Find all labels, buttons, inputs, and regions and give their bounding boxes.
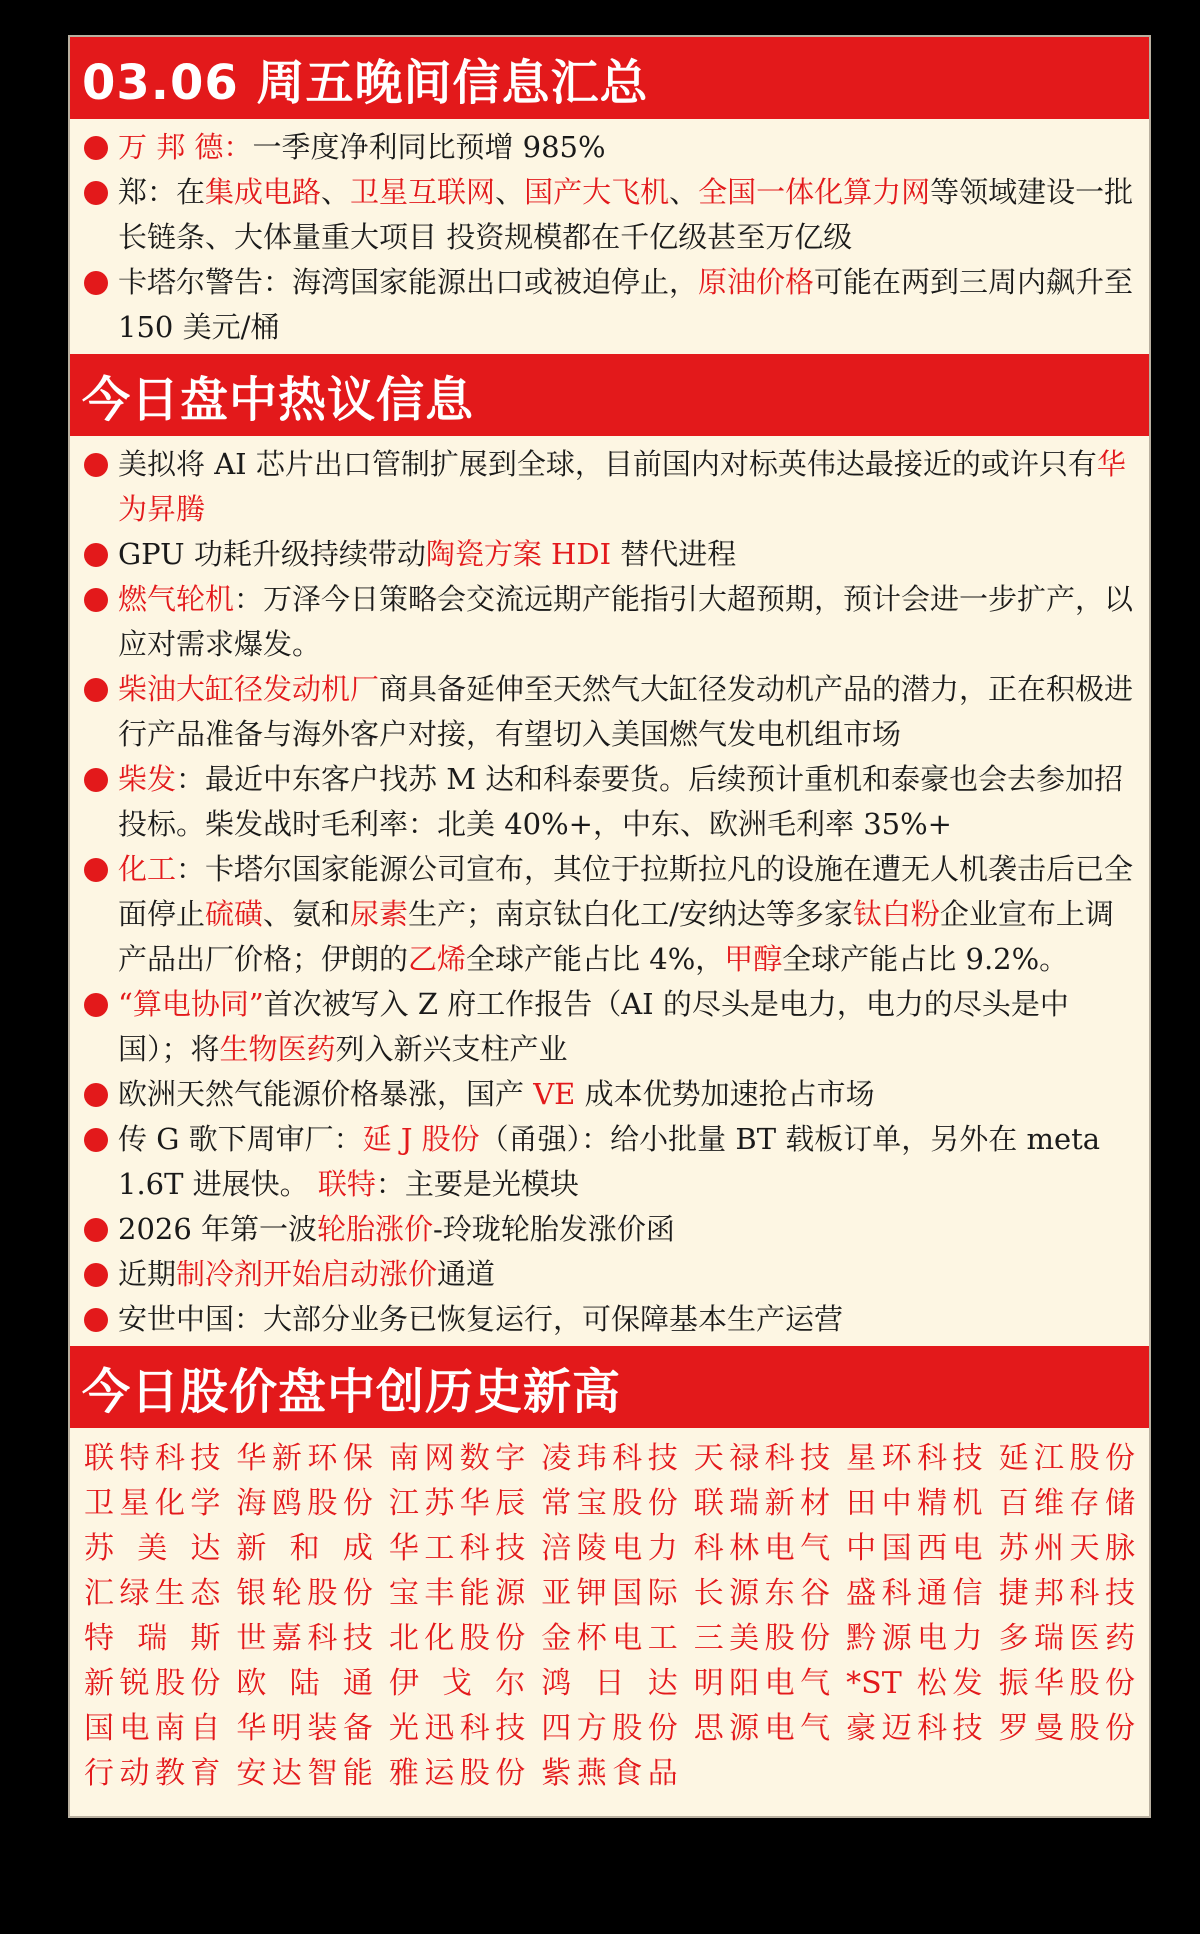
- news-item: [84, 260, 1139, 350]
- stock-name: 华新环保: [236, 1441, 373, 1476]
- news-item: [84, 442, 1139, 532]
- highlight-text: 卫星互联网: [350, 175, 496, 209]
- item-text: 全球产能占比 9.2%。: [782, 942, 1069, 976]
- highlight-text: VE: [533, 1077, 576, 1111]
- item-text: 可能在两到三周内飙升至 150 美元/桶: [118, 265, 1134, 344]
- highlight-text: 乙烯: [408, 942, 467, 976]
- red-dot-bullet-icon: [84, 1263, 108, 1287]
- stock-name: 四方股份: [541, 1711, 678, 1746]
- section-body: [70, 436, 1149, 1346]
- red-dot-bullet-icon: [84, 993, 108, 1017]
- item-text: 2026 年第一波: [118, 1212, 318, 1246]
- item-text: 、氨和: [263, 897, 351, 931]
- stock-name: 苏美达: [84, 1531, 221, 1566]
- news-item: [84, 577, 1139, 667]
- bottom-bar: [0, 1818, 1200, 1934]
- stock-name: 行动教育: [84, 1756, 221, 1791]
- stock-name: 田中精机: [846, 1486, 983, 1521]
- red-dot-bullet-icon: [84, 858, 108, 882]
- item-text: ：卡塔尔国家能源公司宣布，其位于拉斯拉凡的设施在遭无人机袭击后已全面停止: [118, 852, 1134, 931]
- item-text: 欧洲天然气能源价格暴涨，国产: [118, 1077, 534, 1111]
- news-item: [84, 667, 1139, 757]
- item-text: 卡塔尔警告：海湾国家能源出口或被迫停止，: [118, 265, 699, 299]
- highlight-text: 轮胎涨价: [317, 1212, 434, 1246]
- news-item: [84, 1207, 1139, 1252]
- red-dot-bullet-icon: [84, 768, 108, 792]
- stock-name: 欧陆通: [236, 1666, 373, 1701]
- stock-name: 盛科通信: [846, 1576, 983, 1611]
- highlight-text: 尿素: [350, 897, 409, 931]
- highlight-text: 柴油大缸径发动机厂: [118, 672, 380, 706]
- item-text: 近期: [118, 1257, 177, 1291]
- stock-name: 百维存储: [998, 1486, 1135, 1521]
- stock-name: 联特科技: [84, 1441, 221, 1476]
- highlight-text: 柴发: [118, 762, 177, 796]
- stock-name: 华明装备: [236, 1711, 373, 1746]
- highlight-text: 陶瓷方案 HDI: [425, 537, 612, 571]
- red-dot-bullet-icon: [84, 181, 108, 205]
- item-text: 一季度净利同比预增 985%: [252, 130, 606, 164]
- news-item: [84, 1072, 1139, 1117]
- item-text: 替代进程: [611, 537, 737, 571]
- highlight-text: 国产大飞机: [524, 175, 670, 209]
- stock-name: 北化股份: [388, 1621, 526, 1656]
- highlight-text: 联特: [317, 1167, 376, 1201]
- red-dot-bullet-icon: [84, 1128, 108, 1152]
- stock-name: 雅运股份: [388, 1756, 526, 1791]
- section-header: 今日盘中热议信息: [70, 354, 1149, 436]
- highlight-text: 全国一体化算力网: [698, 175, 931, 209]
- highlight-text: 硫磺: [205, 897, 264, 931]
- stock-name: 宝丰能源: [388, 1576, 526, 1611]
- highlight-text: 化工: [118, 852, 177, 886]
- stock-name: *ST 松发: [846, 1666, 983, 1701]
- stock-name: 振华股份: [998, 1666, 1135, 1701]
- stock-name: 天禄科技: [693, 1441, 831, 1476]
- stock-name: 安达智能: [236, 1756, 373, 1791]
- item-text: 美拟将 AI 芯片出口管制扩展到全球，目前国内对标英伟达最接近的或许只有: [118, 447, 1097, 481]
- section-header: 03.06 周五晚间信息汇总: [70, 37, 1149, 119]
- stock-name: 明阳电气: [693, 1666, 831, 1701]
- item-text: 安世中国：大部分业务已恢复运行，可保障基本生产运营: [118, 1302, 844, 1336]
- stock-name: 光迅科技: [388, 1711, 526, 1746]
- highlight-text: 华为昇腾: [118, 447, 1126, 526]
- highlight-text: 原油价格: [698, 265, 815, 299]
- item-text: 首次被写入 Z 府工作报告（AI 的尽头是电力，电力的尽头是中国）；将: [118, 987, 1069, 1066]
- stock-grid: [70, 1428, 1149, 1802]
- stock-name: 罗曼股份: [998, 1711, 1135, 1746]
- item-text: 列入新兴支柱产业: [335, 1032, 568, 1066]
- news-item: [84, 170, 1139, 260]
- stock-name: 豪迈科技: [846, 1711, 983, 1746]
- stock-name: 捷邦科技: [998, 1576, 1135, 1611]
- stock-name: 汇绿生态: [84, 1576, 221, 1611]
- highlight-text: 生物医药: [219, 1032, 336, 1066]
- stock-name: 凌玮科技: [541, 1441, 678, 1476]
- stock-name: 江苏华辰: [388, 1486, 526, 1521]
- stock-name: 银轮股份: [236, 1576, 373, 1611]
- stock-name: 联瑞新材: [693, 1486, 831, 1521]
- item-text: GPU 功耗升级持续带动: [118, 537, 426, 571]
- red-dot-bullet-icon: [84, 1308, 108, 1332]
- stock-name: 亚钾国际: [541, 1576, 678, 1611]
- item-text: ：主要是光模块: [375, 1167, 579, 1201]
- stock-name: 星环科技: [846, 1441, 983, 1476]
- red-dot-bullet-icon: [84, 271, 108, 295]
- stock-name: 紫燕食品: [541, 1756, 678, 1791]
- stock-name: 苏州天脉: [998, 1531, 1135, 1566]
- stock-name: 伊戈尔: [388, 1666, 526, 1701]
- highlight-text: 集成电路: [205, 175, 322, 209]
- news-item: [84, 847, 1139, 982]
- item-text: ：最近中东客户找苏 M 达和科泰要货。后续预计重机和泰豪也会去参加招投标。柴发战时毛利率：北美 40%+，中东、欧洲毛利率 35%+: [118, 762, 1124, 841]
- stock-name: 中国西电: [846, 1531, 983, 1566]
- news-item: [84, 982, 1139, 1072]
- item-text: 等领域建设一批长链条、大体量重大项目 投资规模都在千亿级甚至万亿级: [118, 175, 1134, 254]
- highlight-text: 钛白粉: [852, 897, 940, 931]
- stock-name: 常宝股份: [541, 1486, 678, 1521]
- item-text: 通道: [437, 1257, 496, 1291]
- news-item: [84, 532, 1139, 577]
- item-text: -玲珑轮胎发涨价函: [433, 1212, 675, 1246]
- stock-name: 特瑞斯: [84, 1621, 221, 1656]
- stock-name: 涪陵电力: [541, 1531, 678, 1566]
- item-text: 生产；南京钛白化工/安纳达等多家: [408, 897, 853, 931]
- stock-name: 国电南自: [84, 1711, 221, 1746]
- item-text: 商具备延伸至天然气大缸径发动机产品的潜力，正在积极进行产品准备与海外客户对接，有望切入美国燃气发电机组市场: [118, 672, 1134, 751]
- sections: [70, 37, 1149, 1346]
- item-text: 、: [669, 175, 699, 209]
- section-header-stocks: 今日股价盘中创历史新高: [70, 1346, 1149, 1428]
- item-text: 传 G 歌下周审厂：: [118, 1122, 363, 1156]
- stock-name: 长源东谷: [693, 1576, 831, 1611]
- news-item: [84, 1252, 1139, 1297]
- stock-name: 卫星化学: [84, 1486, 221, 1521]
- red-dot-bullet-icon: [84, 543, 108, 567]
- highlight-text: 甲醇: [724, 942, 783, 976]
- highlight-text: 制冷剂开始启动涨价: [176, 1257, 438, 1291]
- item-text: 全球产能占比 4%，: [466, 942, 725, 976]
- red-dot-bullet-icon: [84, 1083, 108, 1107]
- highlight-text: 延 J 股份: [362, 1122, 480, 1156]
- stock-name: 世嘉科技: [236, 1621, 373, 1656]
- news-item: [84, 1117, 1139, 1207]
- news-item: [84, 757, 1139, 847]
- stock-name: 新和成: [236, 1531, 373, 1566]
- item-text: ：万泽今日策略会交流远期产能指引大超预期，预计会进一步扩产，以应对需求爆发。: [118, 582, 1134, 661]
- stock-name: 思源电气: [693, 1711, 831, 1746]
- stock-name: 华工科技: [388, 1531, 526, 1566]
- news-summary-card: [68, 35, 1151, 1818]
- red-dot-bullet-icon: [84, 1218, 108, 1242]
- stock-name: 延江股份: [998, 1441, 1135, 1476]
- item-text: 郑：在: [118, 175, 206, 209]
- highlight-text: “算电协同”: [118, 987, 264, 1021]
- red-dot-bullet-icon: [84, 136, 108, 160]
- red-dot-bullet-icon: [84, 453, 108, 477]
- news-item: [84, 1297, 1139, 1342]
- stock-name: 金杯电工: [541, 1621, 678, 1656]
- section-body: [70, 119, 1149, 354]
- news-item: [84, 125, 1139, 170]
- item-text: 企业宣布上调产品出厂价格；伊朗的: [118, 897, 1114, 976]
- item-text: 成本优势加速抢占市场: [575, 1077, 875, 1111]
- stock-name: 黔源电力: [846, 1621, 983, 1656]
- stock-name: 南网数字: [388, 1441, 526, 1476]
- red-dot-bullet-icon: [84, 588, 108, 612]
- stock-name: 科林电气: [693, 1531, 831, 1566]
- stock-name: 三美股份: [693, 1621, 831, 1656]
- stock-name: 海鸥股份: [236, 1486, 373, 1521]
- stock-name: 鸿日达: [541, 1666, 678, 1701]
- item-text: 、: [321, 175, 351, 209]
- highlight-text: 万 邦 德：: [118, 130, 253, 164]
- stock-name: 新锐股份: [84, 1666, 221, 1701]
- item-text: 、: [495, 175, 525, 209]
- red-dot-bullet-icon: [84, 678, 108, 702]
- highlight-text: 燃气轮机: [118, 582, 235, 616]
- stock-name: 多瑞医药: [998, 1621, 1135, 1656]
- item-text: （甬强）：给小批量 BT 载板订单，另外在 meta 1.6T 进展快。: [118, 1122, 1101, 1201]
